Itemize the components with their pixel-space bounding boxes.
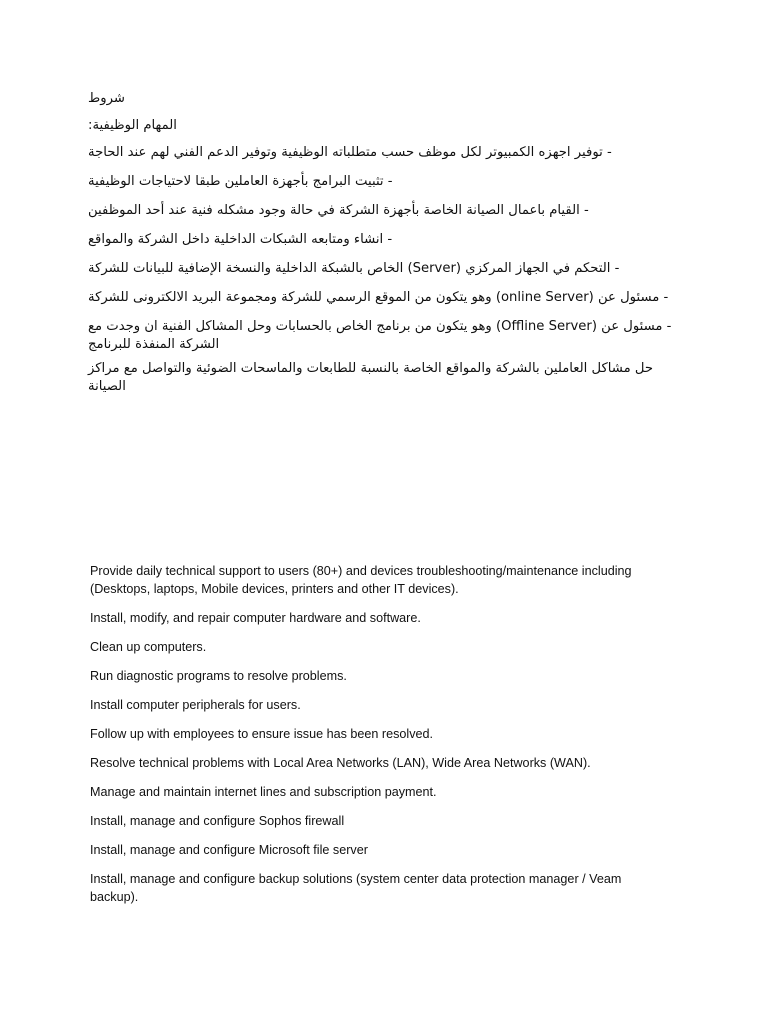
english-item-4: Run diagnostic programs to resolve problems. bbox=[90, 669, 347, 683]
english-item-2: Install, modify, and repair computer hardware and software. bbox=[90, 611, 421, 625]
english-item-11: Install, manage and configure backup solutions (system center data protection manager / Veam backup). bbox=[90, 872, 622, 904]
english-item-5: Install computer peripherals for users. bbox=[90, 698, 301, 712]
arabic-item-3: - القيام باعمال الصيانة الخاصة بأجهزة الشركة في حالة وجود مشكله فنية عند أحد الموظفين bbox=[88, 203, 589, 218]
arabic-job-duties-section bbox=[88, 90, 688, 407]
arabic-item-7: - مسئول عن (Offline Server) وهو يتكون من برنامج الخاص بالحسابات وحل المشاكل الفنية ان وجدت مع الشركة المنفذة للبرنامج bbox=[88, 319, 672, 352]
english-item-9: Install, manage and configure Sophos firewall bbox=[90, 814, 345, 828]
english-item-8: Manage and maintain internet lines and subscription payment. bbox=[90, 785, 437, 799]
english-responsibilities-section bbox=[90, 562, 650, 917]
arabic-item-6: - مسئول عن (online Server) وهو يتكون من الموقع الرسمي للشركة ومجموعة البريد الالكترونى للشركة bbox=[88, 290, 669, 305]
arabic-item-8: حل مشاكل العاملين بالشركة والمواقع الخاصة بالنسبة للطابعات والماسحات الضوئية والتواصل مع مراكز الصيانة bbox=[88, 361, 653, 394]
arabic-item-4: - انشاء ومتابعه الشبكات الداخلية داخل الشركة والمواقع bbox=[88, 232, 393, 247]
english-item-6: Follow up with employees to ensure issue has been resolved. bbox=[90, 727, 434, 741]
english-item-1: Provide daily technical support to users (80+) and devices troubleshooting/maintenance including (Desktops, laptops, Mobile devices, printers and other IT devices). bbox=[90, 564, 632, 596]
english-item-10: Install, manage and configure Microsoft file server bbox=[90, 843, 368, 857]
arabic-title: شروط bbox=[88, 91, 125, 106]
arabic-item-1: - توفير اجهزه الكمبيوتر لكل موظف حسب متطلباته الوظيفية وتوفير الدعم الفني لهم عند الحاجة bbox=[88, 145, 612, 160]
arabic-item-2: - تثبيت البرامج بأجهزة العاملين طبقا لاحتياجات الوظيفية bbox=[88, 174, 393, 189]
arabic-subtitle: المهام الوظيفية: bbox=[88, 118, 177, 133]
english-item-7: Resolve technical problems with Local Area Networks (LAN), Wide Area Networks (WAN). bbox=[90, 756, 591, 770]
english-item-3: Clean up computers. bbox=[90, 640, 207, 654]
arabic-item-5: - التحكم في الجهاز المركزي (Server) الخاص بالشبكة الداخلية والنسخة الإضافية للبيانات للشركة bbox=[88, 261, 620, 276]
